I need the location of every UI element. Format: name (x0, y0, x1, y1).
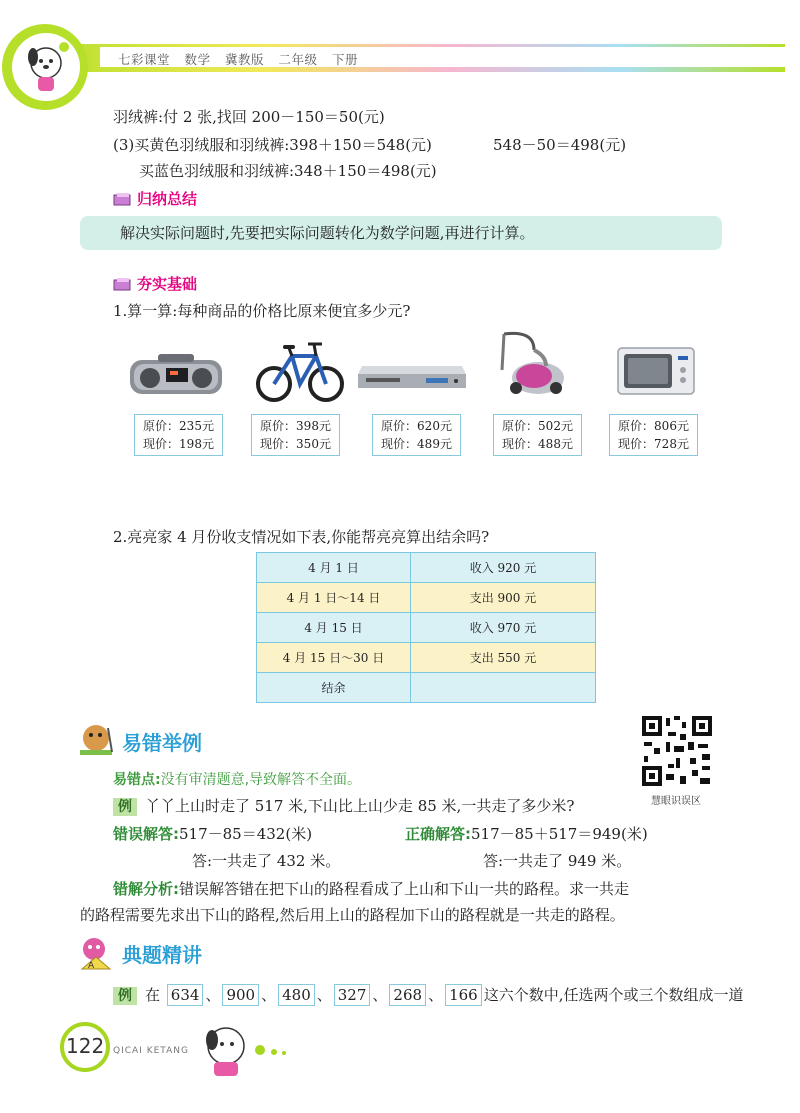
pencil-box-icon (113, 192, 133, 205)
original-price: 原价：398元 (260, 419, 331, 433)
number-box: 634 (167, 984, 204, 1006)
header-volume: 下册 (332, 52, 359, 67)
current-price: 现价：198元 (143, 437, 214, 451)
example-text: 丫丫上山时走了 517 米,下山比上山少走 85 米,一共走了多少米? (145, 797, 575, 815)
analysis-text-1: 错误解答错在把下山的路程看成了上山和下山一共的路程。求一共走 (179, 880, 630, 898)
table-row (257, 553, 596, 583)
current-price: 现价：489元 (381, 437, 452, 451)
header-edition: 冀教版 (225, 52, 265, 67)
typical-post: 这六个数中,任选两个或三个数组成一道 (483, 986, 744, 1004)
summary-box (80, 216, 722, 250)
wrong-answer: 答:一共走了 432 米。 (192, 852, 341, 870)
book-mascot-icon (76, 935, 116, 971)
basics-heading (113, 273, 197, 294)
separator: 、 (316, 986, 332, 1004)
analysis-line-2: 的路程需要先求出下山的路程,然后用上山的路程加下山的路程就是一共走的路程。 (80, 906, 625, 924)
separator: 、 (205, 986, 221, 1004)
solution-line-1: 羽绒裤:付 2 张,找回 200－150＝50(元) (113, 108, 385, 126)
analysis-label: 错解分析: (113, 880, 179, 898)
original-price: 原价：502元 (502, 419, 573, 433)
separator: 、 (261, 986, 277, 1004)
question-1: 1.算一算:每种商品的价格比原来便宜多少元? (113, 302, 411, 320)
table-row (257, 643, 596, 673)
income-expense-table (256, 552, 596, 703)
current-price: 现价：488元 (502, 437, 573, 451)
table-cell-date: 4 月 1 日～14 日 (257, 583, 411, 613)
microwave-icon (616, 346, 696, 396)
header-grade: 二年级 (278, 52, 318, 67)
summary-text: 解决实际问题时,先要把实际问题转化为数学问题,再进行计算。 (120, 224, 535, 242)
header-subject: 数学 (184, 52, 211, 67)
wrong-calc: 517－85＝432(米) (179, 825, 313, 843)
right-label: 正确解答: (405, 825, 471, 843)
table-row (257, 673, 596, 703)
separator: 、 (428, 986, 444, 1004)
current-price: 现价：350元 (260, 437, 331, 451)
wrong-label: 错误解答: (113, 825, 179, 843)
price-box-dvd-player (372, 414, 461, 456)
solution-line-3: 买蓝色羽绒服和羽绒裤:348＋150＝498(元) (139, 162, 437, 180)
solution-line-2: (3)买黄色羽绒服和羽绒裤:398＋150＝548(元) (113, 136, 432, 154)
separator: 、 (372, 986, 388, 1004)
typical-title: 典题精讲 (122, 943, 202, 967)
vacuum-cleaner-icon (494, 330, 570, 400)
table-cell-item: 支出 550 元 (411, 643, 596, 673)
table-cell-date: 4 月 15 日～30 日 (257, 643, 411, 673)
price-box-microwave (609, 414, 698, 456)
errors-title: 易错举例 (122, 731, 202, 755)
error-example (113, 795, 574, 817)
table-row (257, 613, 596, 643)
header-mascot-badge (12, 33, 80, 101)
right-answer: 答:一共走了 949 米。 (483, 852, 632, 870)
price-box-radio (134, 414, 223, 456)
number-box: 268 (389, 984, 426, 1006)
summary-title: 归纳总结 (137, 190, 198, 208)
table-cell-date: 4 月 15 日 (257, 613, 411, 643)
table-cell-balance-label: 结余 (257, 673, 411, 703)
table-cell-item: 收入 970 元 (411, 613, 596, 643)
puppy-mascot-icon (12, 33, 80, 101)
potato-mascot-icon (76, 722, 116, 758)
table-cell-balance-value (411, 673, 596, 703)
error-point (113, 768, 361, 791)
dvd-player-icon (356, 362, 468, 392)
error-point-text: 没有审清题意,导致解答不全面。 (160, 772, 362, 788)
header-series: 七彩课堂 (118, 52, 171, 67)
page-number: 122 (66, 1034, 105, 1058)
original-price: 原价：235元 (143, 419, 214, 433)
table-row (257, 583, 596, 613)
current-price: 现价：728元 (618, 437, 689, 451)
example-tag: 例 (113, 798, 137, 816)
example-tag: 例 (113, 987, 137, 1005)
price-box-bicycle (251, 414, 340, 456)
question-2: 2.亮亮家 4 月份收支情况如下表,你能帮亮亮算出结余吗? (113, 528, 490, 546)
solution-line-2b: 548－50＝498(元) (493, 136, 627, 154)
running-header (118, 50, 368, 68)
original-price: 原价：806元 (618, 419, 689, 433)
qr-caption: 慧眼识误区 (651, 796, 701, 807)
footer-brand: QICAI KETANG (113, 1046, 189, 1056)
error-point-label: 易错点: (113, 772, 161, 788)
qr-code[interactable] (640, 714, 714, 788)
footer-mascot-icon (196, 1020, 306, 1080)
pencil-box-icon (113, 277, 133, 290)
number-box: 327 (334, 984, 371, 1006)
right-solution (405, 823, 648, 845)
number-box: 480 (278, 984, 315, 1006)
analysis-line-1 (113, 878, 629, 900)
number-box: 900 (222, 984, 259, 1006)
typical-pre: 在 (145, 986, 161, 1004)
summary-heading (113, 188, 197, 209)
table-cell-item: 支出 900 元 (411, 583, 596, 613)
bicycle-icon (256, 334, 344, 406)
svg-text:A: A (88, 961, 95, 971)
number-box: 166 (445, 984, 482, 1006)
radio-icon (128, 350, 224, 398)
right-calc: 517－85＋517＝949(米) (471, 825, 648, 843)
original-price: 原价：620元 (381, 419, 452, 433)
table-cell-date: 4 月 1 日 (257, 553, 411, 583)
price-box-vacuum (493, 414, 582, 456)
basics-title: 夯实基础 (137, 275, 198, 293)
table-cell-item: 收入 920 元 (411, 553, 596, 583)
typical-example (113, 984, 744, 1006)
wrong-solution (113, 823, 312, 845)
